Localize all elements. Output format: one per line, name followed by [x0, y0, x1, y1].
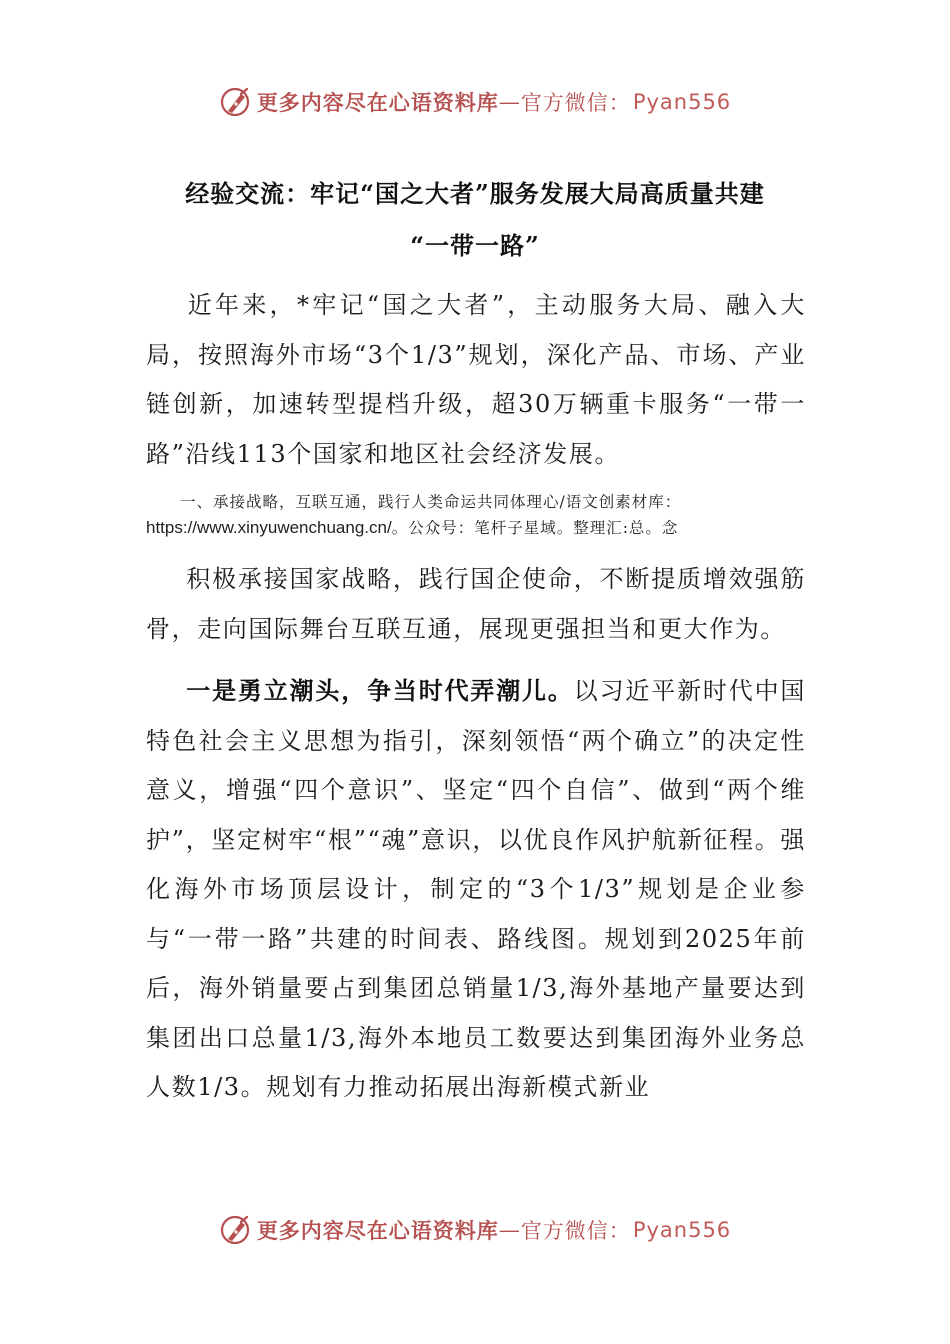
header-banner: [0, 80, 950, 124]
section1-paragraph: [146, 555, 806, 654]
banner-separator: —: [498, 90, 521, 114]
intro-text: 近年来，*牢记“国之大者”，主动服务大局、融入大局，按照海外市场“3个1/3”规划，深化产品、市场、产业链创新，加速转型提档升级，超30万辆重卡服务“一带一路”沿线113个国家和地区社会经济发展。: [146, 291, 806, 468]
point1-body: 以习近平新时代中国特色社会主义思想为指引，深刻领悟“两个确立”的决定性意义，增强“四个意识”、坚定“四个自信”、做到“两个维护”，坚定树牢“根”“魂”意识，以优良作风护航新征程。强化海外市场顶层设计，制定的“3个1/3”规划是企业参与“一带一路”共建的时间表、路线图。规划到2025年前后，海外销量要占到集团总销量1/3,海外基地产量要达到集团出口总量1/3,海外本地员工数要达到集团海外业务总人数1/3。规划有力推动拓展出海新模式新业: [146, 677, 806, 1101]
section1-para-text: 积极承接国家战略，践行国企使命，不断提质增效强筋骨，走向国际舞台互联互通，展现更强担当和更大作为。: [146, 565, 806, 643]
section1-heading-text: 一、承接战略，互联互通，践行人类命运共同体理心/语文创素材库：: [180, 493, 682, 511]
footer-separator: —: [498, 1218, 521, 1242]
footer-brand: 更多内容尽在心语资料库: [256, 1218, 499, 1243]
section1-heading: [146, 489, 806, 541]
banner-brand: 更多内容尽在心语资料库: [256, 90, 499, 115]
document-title-line1: 经验交流：牢记“国之大者”服务发展大局高质量共建: [185, 179, 765, 208]
footer-wechat-id: Pyan556: [632, 1218, 732, 1242]
point1-paragraph: [146, 666, 806, 1113]
pen-nib-circle-icon: [219, 85, 253, 119]
intro-paragraph: [146, 281, 806, 479]
pen-nib-circle-icon: [219, 1213, 253, 1247]
point1-lead: 一是勇立潮头，争当时代弄潮儿。: [186, 676, 574, 705]
document-title-line2: “一带一路”: [410, 231, 540, 260]
footer-banner: [0, 1208, 950, 1252]
section1-heading-tail: 。公众号：笔杆子星域。整理汇:总。念: [391, 519, 679, 537]
banner-wechat-label: 官方微信：: [520, 91, 631, 115]
banner-wechat-id: Pyan556: [632, 90, 732, 114]
section1-heading-url[interactable]: https://www.xinyuwenchuang.cn/: [146, 518, 392, 537]
footer-wechat-label: 官方微信：: [520, 1219, 631, 1243]
